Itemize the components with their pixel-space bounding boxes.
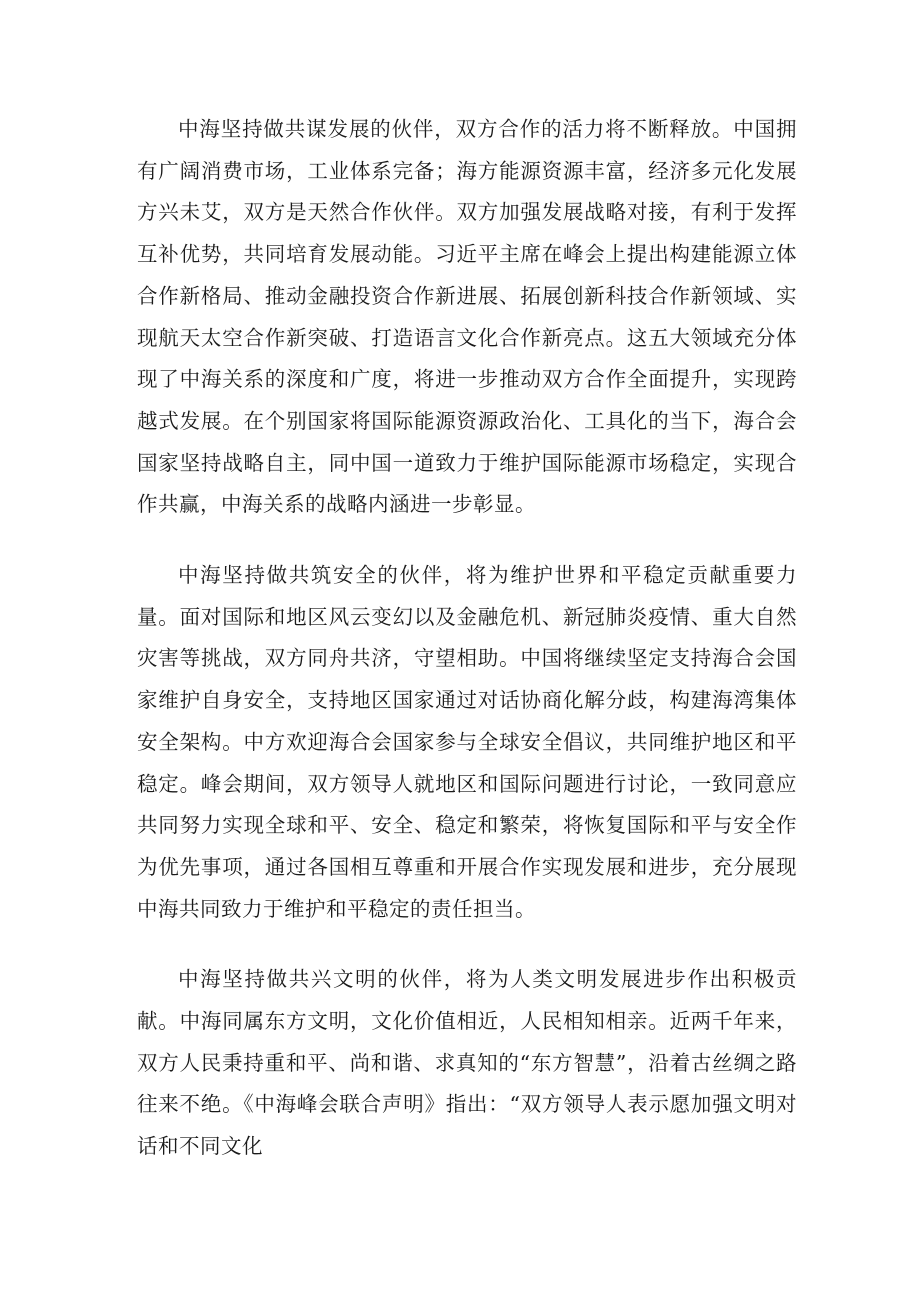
paragraph-security: 中海坚持做共筑安全的伙伴，将为维护世界和平稳定贡献重要力量。面对国际和地区风云变幻以及金融危机、新冠肺炎疫情、重大自然灾害等挑战，双方同舟共济，守望相助。中国将继续坚定支持海合会国家维护自身安全，支持地区国家通过对话协商化解分歧，构建海湾集体安全架构。中方欢迎海合会国家参与全球安全倡议，共同维护地区和平稳定。峰会期间，双方领导人就地区和国际问题进行讨论，一致同意应共同努力实现全球和平、安全、稳定和繁荣，将恢复国际和平与安全作为优先事项，通过各国相互尊重和开展合作实现发展和进步，充分展现中海共同致力于维护和平稳定的责任担当。	[137, 563, 797, 921]
paragraph-civilization: 中海坚持做共兴文明的伙伴，将为人类文明发展进步作出积极贡献。中海同属东方文明，文化价值相近，人民相知相亲。近两千年来，双方人民秉持重和平、尚和谐、求真知的“东方智慧”，沿着古丝绸之路往来不绝。《中海峰会联合声明》指出：“双方领导人表示愿加强文明对话和不同文化	[137, 967, 797, 1159]
paragraph-development: 中海坚持做共谋发展的伙伴，双方合作的活力将不断释放。中国拥有广阔消费市场，工业体系完备；海方能源资源丰富，经济多元化发展方兴未艾，双方是天然合作伙伴。双方加强发展战略对接，有利于发挥互补优势，共同培育发展动能。习近平主席在峰会上提出构建能源立体合作新格局、推动金融投资合作新进展、拓展创新科技合作新领域、实现航天太空合作新突破、打造语言文化合作新亮点。这五大领域充分体现了中海关系的深度和广度，将进一步推动双方合作全面提升，实现跨越式发展。在个别国家将国际能源资源政治化、工具化的当下，海合会国家坚持战略自主，同中国一道致力于维护国际能源市场稳定，实现合作共赢，中海关系的战略内涵进一步彰显。	[137, 117, 797, 517]
document-body	[137, 109, 797, 1168]
